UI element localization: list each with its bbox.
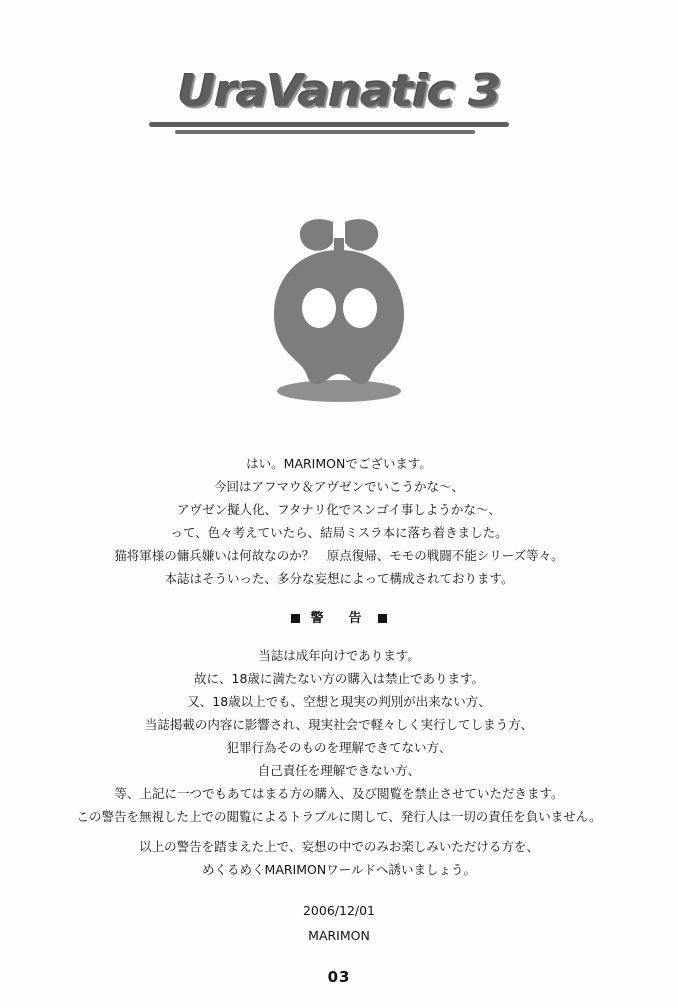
warning-line: 当誌掲載の内容に影響され、現実社会で軽々しく実行してしまう方、: [144, 717, 534, 732]
mascot-leaf-right: [345, 219, 378, 251]
author-name: MARIMON: [308, 928, 370, 943]
closing-paragraph: [0, 835, 678, 881]
intro-line: 猫将軍様の傭兵嫌いは何故なのか？ 原点復帰、モモの戦闘不能シリーズ等々。: [114, 548, 564, 563]
square-bullet-icon: [378, 614, 387, 623]
warning-heading-label: 警 告: [310, 611, 368, 626]
intro-line: アヴゼン擬人化、フタナリ化でスンゴイ事しようかな〜、: [177, 502, 501, 517]
intro-line: 本誌はそういった、多分な妄想によって構成されております。: [164, 571, 514, 586]
mascot-leaf-left: [300, 219, 333, 251]
closing-line: 以上の警告を踏まえた上で、妄想の中でのみお楽しみいただける方を、: [139, 839, 539, 854]
warning-line: 犯罪行為そのものを理解できてない方、: [226, 740, 452, 755]
mascot-shadow-ellipse: [277, 380, 401, 402]
signature-block: [0, 898, 678, 948]
intro-line: はい。MARIMONでございます。: [246, 456, 432, 471]
closing-line: めくるめくMARIMONワールドへ誘いましょう。: [202, 862, 476, 877]
marimon-mascot-illustration: [229, 208, 449, 408]
warning-line: 故に、18歳に満たない方の購入は禁止であります。: [194, 671, 484, 686]
warning-line: 又、18歳以上でも、空想と現実の判別が出来ない方、: [187, 694, 491, 709]
page-title: UraVanatic 3: [177, 66, 501, 117]
underline-bar-upper: [149, 122, 509, 127]
mascot-body: [274, 250, 404, 384]
page-number: 03: [327, 968, 351, 986]
intro-paragraph: [0, 452, 678, 590]
warning-line: 当誌は成年向けであります。: [258, 648, 420, 663]
warning-line: 等、上記に一つでもあてはまる方の購入、及び閲覧を禁止させていただきます。: [114, 786, 564, 801]
square-bullet-icon: [291, 614, 300, 623]
title-underline-decoration: [149, 122, 529, 134]
mascot-eye-left: [302, 288, 336, 328]
underline-bar-lower: [175, 130, 475, 134]
publication-date: 2006/12/01: [302, 903, 376, 918]
title-block: [0, 66, 678, 117]
warning-line: この警告を無視した上での閲覧によるトラブルに関して、発行人は一切の責任を負いません。: [76, 809, 602, 824]
mascot-eye-right: [343, 288, 377, 328]
mascot-svg: [229, 208, 449, 408]
intro-line: って、色々考えていたら、結局ミスラ本に落ち着きました。: [170, 525, 508, 540]
warning-line: 自己責任を理解できない方、: [257, 763, 421, 778]
warning-paragraph: [0, 644, 678, 828]
intro-line: 今回はアフマウ＆アヴゼンでいこうかな〜、: [213, 479, 464, 494]
warning-heading: [0, 607, 678, 626]
